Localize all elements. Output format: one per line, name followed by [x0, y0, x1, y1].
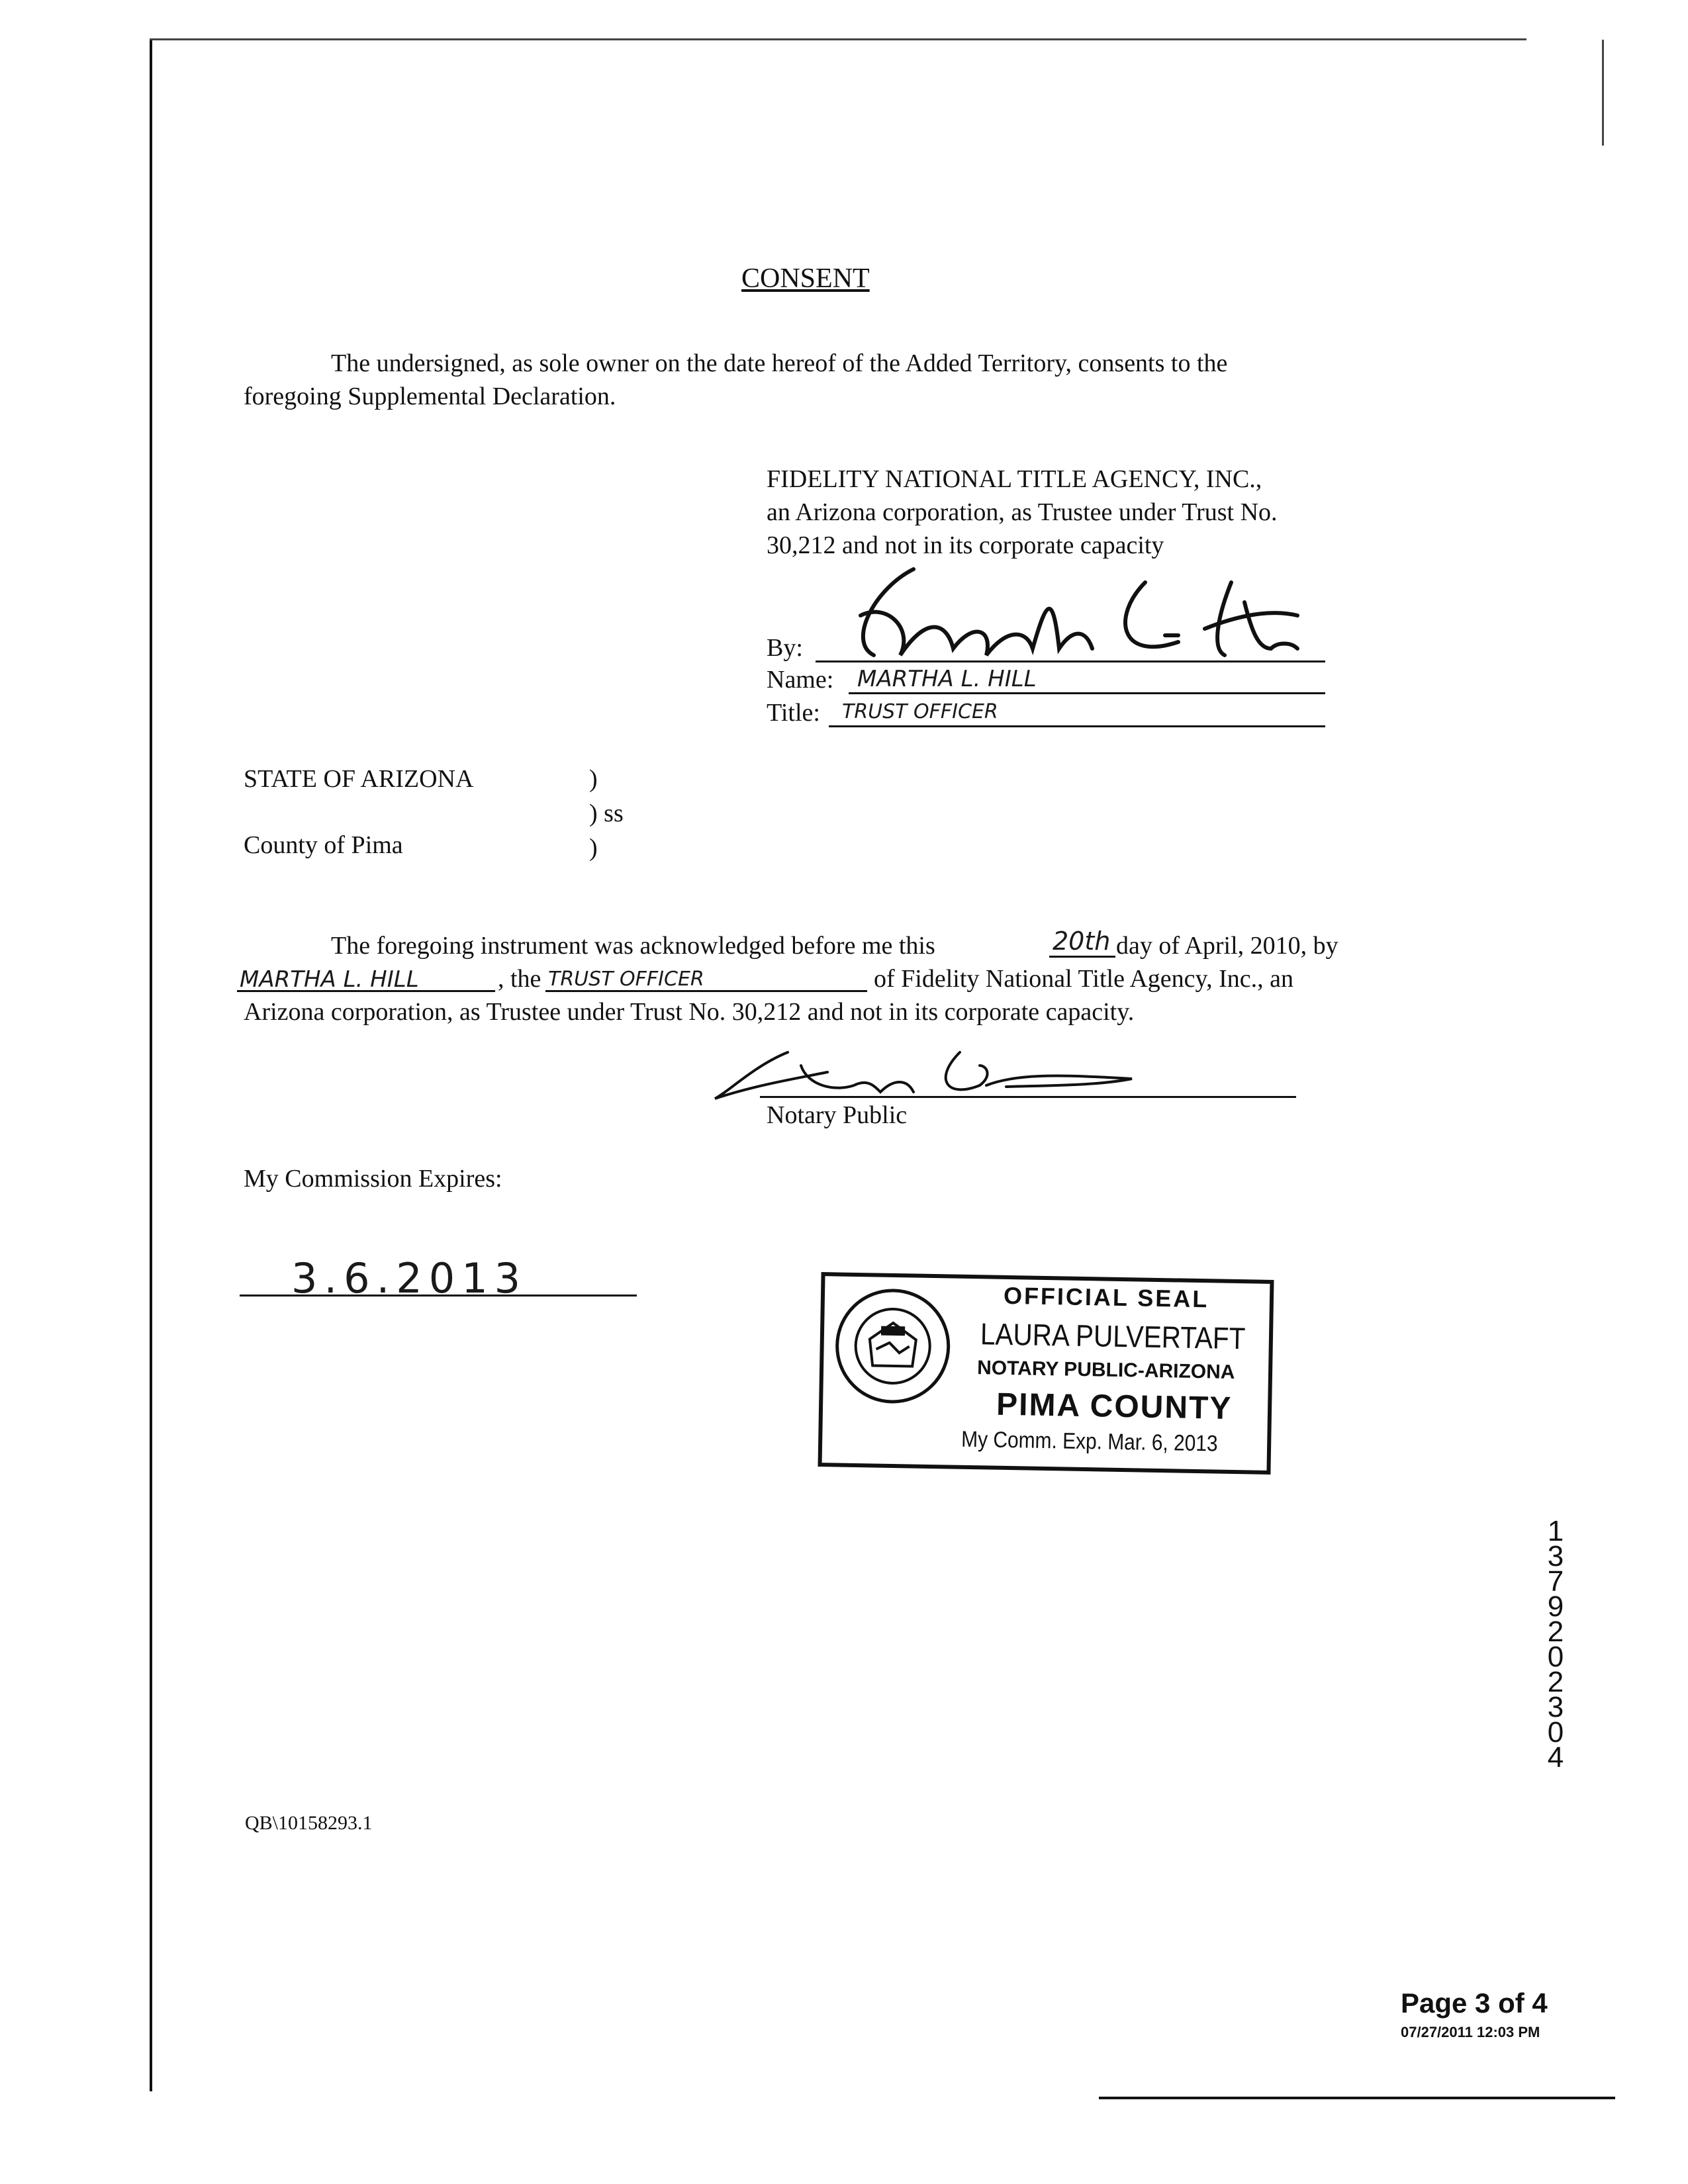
title-handwritten: TRUST OFFICER: [842, 700, 998, 723]
seal-notary-role: NOTARY PUBLIC-ARIZONA: [976, 1357, 1235, 1383]
seal-title: OFFICIAL SEAL: [1003, 1281, 1209, 1313]
ack-name-handwritten: MARTHA L. HILL: [240, 966, 419, 993]
seal-expiration: My Comm. Exp. Mar. 6, 2013: [961, 1426, 1218, 1457]
top-edge-rule: [150, 38, 1526, 40]
by-label: By:: [767, 634, 803, 662]
venue-county: County of Pima: [244, 831, 403, 859]
venue-state: STATE OF ARIZONA: [244, 765, 474, 793]
commission-date-handwritten: 3.6.2013: [291, 1254, 528, 1302]
ack-line-2b: of Fidelity National Title Agency, Inc., an: [874, 965, 1293, 993]
recording-number: 13792 02304: [1547, 1515, 1564, 1774]
name-label: Name:: [767, 666, 834, 694]
seal-county: PIMA COUNTY: [996, 1387, 1233, 1426]
document-reference: QB\10158293.1: [245, 1812, 373, 1834]
ack-day-line: [1049, 956, 1115, 958]
ack-line-3: Arizona corporation, as Trustee under Trust No. 30,212 and not in its corporate capacity.: [244, 998, 1135, 1026]
notary-public-label: Notary Public: [767, 1101, 908, 1129]
right-edge-rule: [1602, 40, 1604, 146]
page-indicator: Page 3 of 4: [1401, 1987, 1548, 2019]
commission-date-line: [240, 1295, 637, 1297]
great-seal-emblem: [832, 1285, 953, 1406]
name-handwritten: MARTHA L. HILL: [857, 666, 1037, 692]
venue-ss: ) ss: [589, 799, 624, 827]
ack-name-line: [237, 990, 495, 992]
ack-line-1a: The foregoing instrument was acknowledged before me this: [331, 932, 935, 960]
ack-day-handwritten: 20th: [1053, 927, 1111, 956]
company-line-3: 30,212 and not in its corporate capacity: [767, 531, 1164, 559]
company-name: FIDELITY NATIONAL TITLE AGENCY, INC.,: [767, 465, 1262, 493]
bottom-edge-rule: [1099, 2097, 1615, 2099]
venue-paren-1: ): [589, 765, 598, 793]
venue-paren-3: ): [589, 834, 598, 862]
ack-line-1b: day of April, 2010, by: [1116, 932, 1338, 960]
title-line: [829, 725, 1325, 727]
intro-line-2: foregoing Supplemental Declaration.: [244, 383, 616, 410]
ack-title-handwritten: TRUST OFFICER: [548, 968, 704, 991]
consent-heading: CONSENT: [741, 263, 870, 294]
ack-the: , the: [498, 965, 541, 993]
print-timestamp: 07/27/2011 12:03 PM: [1401, 2024, 1540, 2040]
seal-notary-name: LAURA PULVERTAFT: [980, 1316, 1246, 1356]
title-label: Title:: [767, 699, 820, 727]
name-line: [849, 692, 1325, 694]
left-margin-rule: [150, 40, 152, 2091]
ack-title-line: [545, 990, 867, 992]
commission-label: My Commission Expires:: [244, 1165, 502, 1193]
intro-line-1: The undersigned, as sole owner on the date hereof of the Added Territory, consents to the: [331, 349, 1228, 377]
company-line-2: an Arizona corporation, as Trustee under Trust No.: [767, 498, 1278, 526]
notary-seal-stamp: [818, 1272, 1274, 1475]
notary-signature-line: [760, 1096, 1296, 1098]
officer-signature: [834, 563, 1311, 668]
